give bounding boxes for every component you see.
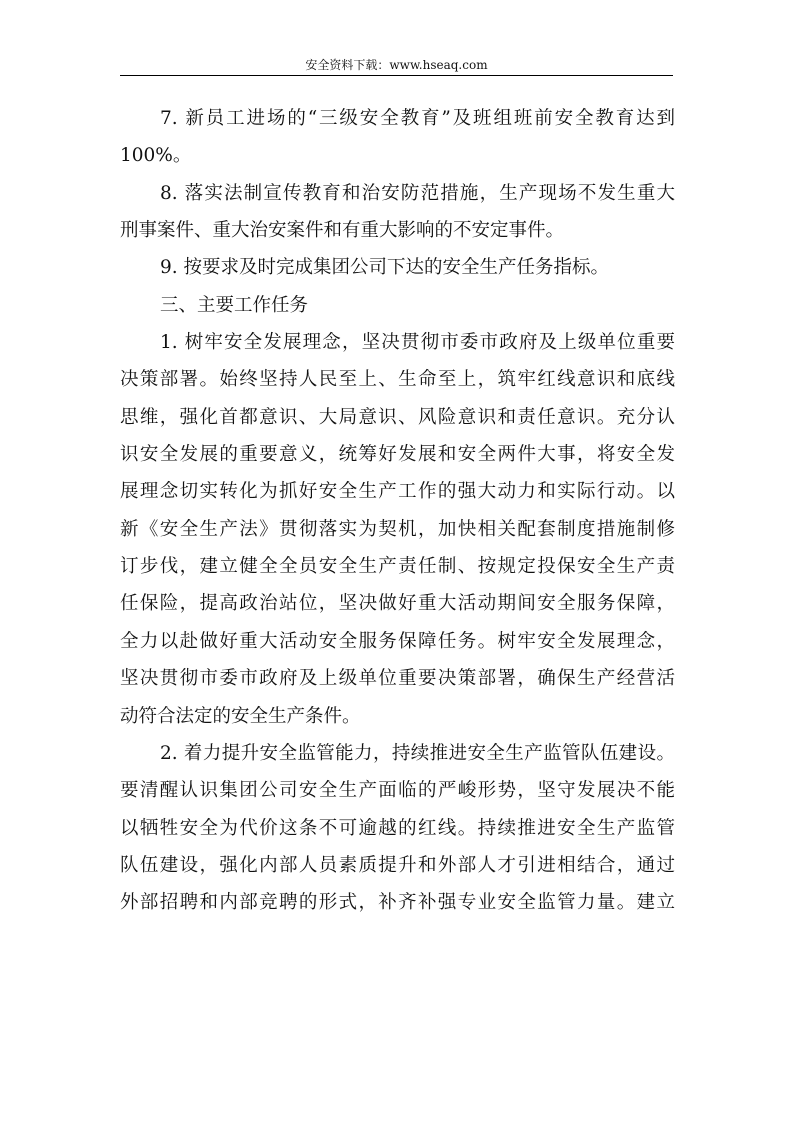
paragraph-line: 外部招聘和内部竞聘的形式，补齐补强专业安全监管力量。建立 [120,892,675,914]
paragraph-line: 任保险，提高政治站位，坚决做好重大活动期间安全服务保障， [120,593,675,615]
paragraph-line: 全力以赴做好重大活动安全服务保障任务。树牢安全发展理念， [120,630,675,652]
section-heading: 三、主要工作任务 [160,294,309,316]
document-body [120,100,675,922]
paragraph-line: 坚决贯彻市委市政府及上级单位重要决策部署，确保生产经营活 [120,668,675,690]
paragraph-line: 以牺牲安全为代价这条不可逾越的红线。持续推进安全生产监管 [120,817,675,839]
paragraph-line: 新《安全生产法》贯彻落实为契机，加快相关配套制度措施制修 [120,518,675,540]
paragraph-line: 订步伐，建立健全全员安全生产责任制、按规定投保安全生产责 [120,556,675,578]
paragraph-line: 决策部署。始终坚持人民至上、生命至上，筑牢红线意识和底线 [120,369,675,391]
paragraph-line: 展理念切实转化为抓好安全生产工作的强大动力和实际行动。以 [120,481,675,503]
paragraph-line: 9. 按要求及时完成集团公司下达的安全生产任务指标。 [160,257,610,279]
paragraph-line: 7. 新员工进场的“三级安全教育”及班组班前安全教育达到 [160,108,675,129]
paragraph-line: 100%。 [120,145,192,167]
header-divider [120,75,673,76]
page-header: 安全资料下载：www.hseaq.com [305,58,488,72]
paragraph-line: 思维，强化首都意识、大局意识、风险意识和责任意识。充分认 [120,406,675,428]
paragraph-line: 要清醒认识集团公司安全生产面临的严峻形势，坚守发展决不能 [120,780,675,802]
paragraph-line: 刑事案件、重大治安案件和有重大影响的不安定事件。 [120,220,565,242]
paragraph-line: 1. 树牢安全发展理念，坚决贯彻市委市政府及上级单位重要 [160,332,675,354]
paragraph-line: 队伍建设，强化内部人员素质提升和外部人才引进相结合，通过 [120,854,675,876]
paragraph-line: 2. 着力提升安全监管能力，持续推进安全生产监管队伍建设。 [160,742,675,764]
paragraph-line: 识安全发展的重要意义，统筹好发展和安全两件大事，将安全发 [120,444,675,466]
paragraph-line: 8. 落实法制宣传教育和治安防范措施，生产现场不发生重大 [160,182,675,204]
paragraph-line: 动符合法定的安全生产条件。 [120,705,361,727]
